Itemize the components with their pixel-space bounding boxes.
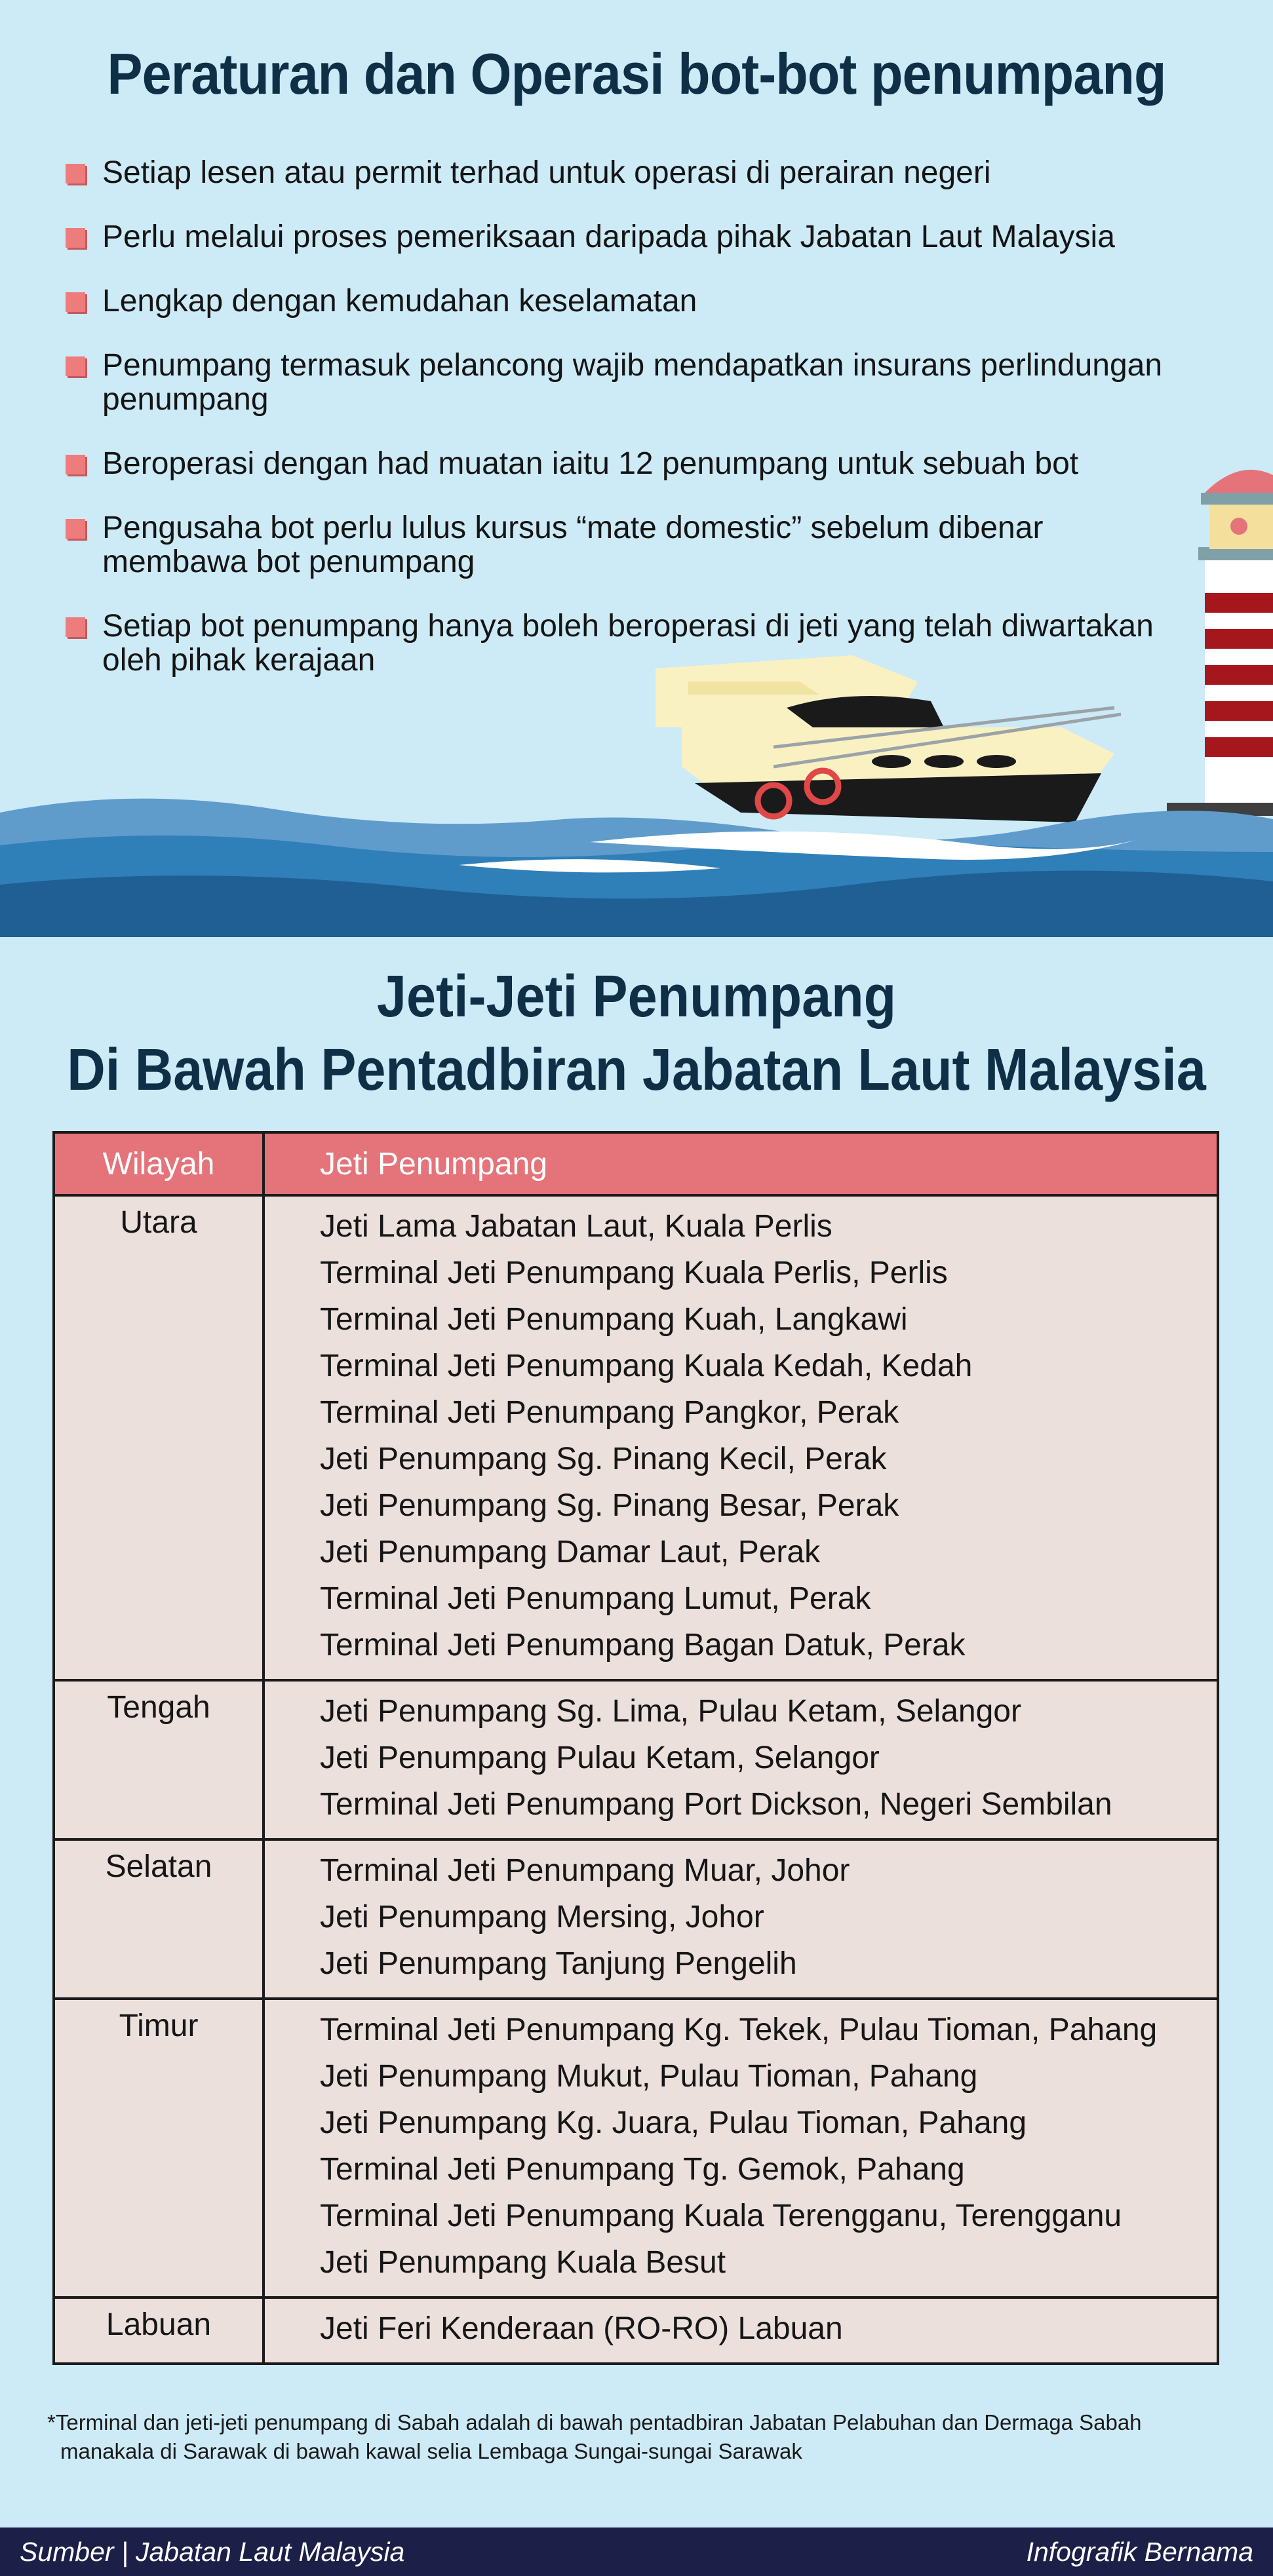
jetty-item: Jeti Penumpang Mersing, Johor (320, 1900, 764, 1934)
jetty-item: Terminal Jeti Penumpang Port Dickson, Negeri Sembilan (320, 1787, 1112, 1822)
jetty-item: Terminal Jeti Penumpang Kuala Kedah, Kedah (320, 1349, 973, 1383)
rule-item: Pengusaha bot perlu lulus kursus “mate domestic” sebelum dibenar membawa bot penumpang (66, 511, 1193, 579)
jetty-item: Jeti Penumpang Sg. Pinang Besar, Perak (320, 1488, 899, 1523)
jetty-table (52, 1131, 1219, 2365)
table-header-row (54, 1132, 1218, 1195)
jetty-item: Jeti Penumpang Kuala Besut (320, 2245, 726, 2280)
section-title (64, 960, 1209, 1107)
jetty-item: Terminal Jeti Penumpang Pangkor, Perak (320, 1395, 899, 1430)
rule-item: Setiap lesen atau permit terhad untuk operasi di perairan negeri (66, 156, 1193, 190)
footnote-line2: manakala di Sarawak di bawah kawal selia Lembaga Sungai-sungai Sarawak (60, 2439, 802, 2463)
region-cell: Tengah (54, 1680, 264, 1839)
table-row (54, 1680, 1218, 1839)
rule-item: Lengkap dengan kemudahan keselamatan (66, 284, 1193, 318)
jetty-cell (264, 2297, 1218, 2364)
jetty-item: Terminal Jeti Penumpang Kuah, Langkawi (320, 1302, 908, 1337)
source-credit: Sumber | Jabatan Laut Malaysia (20, 2537, 405, 2567)
jetty-cell (264, 1999, 1218, 2297)
bullet-icon (66, 228, 85, 248)
table-row (54, 1195, 1218, 1680)
jetty-item: Jeti Penumpang Tanjung Pengelih (320, 1946, 797, 1981)
jetty-item: Jeti Penumpang Damar Laut, Perak (320, 1535, 821, 1569)
jetty-item: Jeti Lama Jabatan Laut, Kuala Perlis (320, 1209, 832, 1244)
region-cell: Utara (54, 1195, 264, 1680)
jetty-item: Terminal Jeti Penumpang Tg. Gemok, Pahang (320, 2152, 965, 2187)
jetty-item: Jeti Penumpang Mukut, Pulau Tioman, Pahang (320, 2059, 978, 2094)
header-jetty: Jeti Penumpang (264, 1132, 1218, 1195)
bullet-icon (66, 617, 85, 637)
table-row (54, 1839, 1218, 1999)
jetty-item: Jeti Penumpang Sg. Lima, Pulau Ketam, Selangor (320, 1694, 1021, 1729)
jetty-item: Jeti Penumpang Kg. Juara, Pulau Tioman, Pahang (320, 2105, 1027, 2140)
sea-waves (0, 799, 1273, 937)
header-region: Wilayah (54, 1132, 264, 1195)
footer-bar (0, 2528, 1273, 2576)
bullet-icon (66, 356, 85, 376)
publisher-credit: Infografik Bernama (1026, 2537, 1253, 2567)
jetty-item: Terminal Jeti Penumpang Muar, Johor (320, 1853, 850, 1888)
rule-item: Perlu melalui proses pemeriksaan daripada pihak Jabatan Laut Malaysia (66, 220, 1193, 254)
jetty-cell (264, 1839, 1218, 1999)
rules-list (66, 156, 1193, 708)
bullet-icon (66, 292, 85, 312)
rule-item: Beroperasi dengan had muatan iaitu 12 penumpang untuk sebuah bot (66, 447, 1193, 481)
section-title-line1: Jeti-Jeti Penumpang (376, 964, 897, 1029)
table-row (54, 1999, 1218, 2297)
section-title-line2: Di Bawah Pentadbiran Jabatan Laut Malaysia (67, 1037, 1206, 1103)
jetty-item: Terminal Jeti Penumpang Kg. Tekek, Pulau Tioman, Pahang (320, 2012, 1158, 2047)
footnote (47, 2408, 1234, 2466)
jetty-item: Jeti Feri Kenderaan (RO-RO) Labuan (320, 2311, 843, 2346)
region-cell: Selatan (54, 1839, 264, 1999)
jetty-item: Terminal Jeti Penumpang Kuala Terengganu, Terengganu (320, 2199, 1122, 2233)
rule-item: Penumpang termasuk pelancong wajib mendapatkan insurans perlindungan penumpang (66, 349, 1193, 417)
rule-item: Setiap bot penumpang hanya boleh beroperasi di jeti yang telah diwartakan oleh pihak kerajaan (66, 609, 1193, 678)
jetty-cell (264, 1195, 1218, 1680)
page-title: Peraturan dan Operasi bot-bot penumpang (107, 41, 1166, 106)
jetty-item: Terminal Jeti Penumpang Bagan Datuk, Perak (320, 1628, 966, 1663)
jetty-table-container (52, 1131, 1219, 2365)
jetty-item: Jeti Penumpang Sg. Pinang Kecil, Perak (320, 1442, 887, 1476)
region-cell: Timur (54, 1999, 264, 2297)
footnote-line1: *Terminal dan jeti-jeti penumpang di Sabah adalah di bawah pentadbiran Jabatan Pelabuhan dan Dermaga Sabah (47, 2410, 1142, 2434)
jetty-item: Terminal Jeti Penumpang Lumut, Perak (320, 1581, 871, 1616)
bullet-icon (66, 455, 85, 474)
jetty-item: Jeti Penumpang Pulau Ketam, Selangor (320, 1740, 880, 1775)
bullet-icon (66, 519, 85, 539)
bullet-icon (66, 164, 85, 183)
table-row (54, 2297, 1218, 2364)
region-cell: Labuan (54, 2297, 264, 2364)
jetty-item: Terminal Jeti Penumpang Kuala Perlis, Perlis (320, 1256, 948, 1290)
jetty-cell (264, 1680, 1218, 1839)
